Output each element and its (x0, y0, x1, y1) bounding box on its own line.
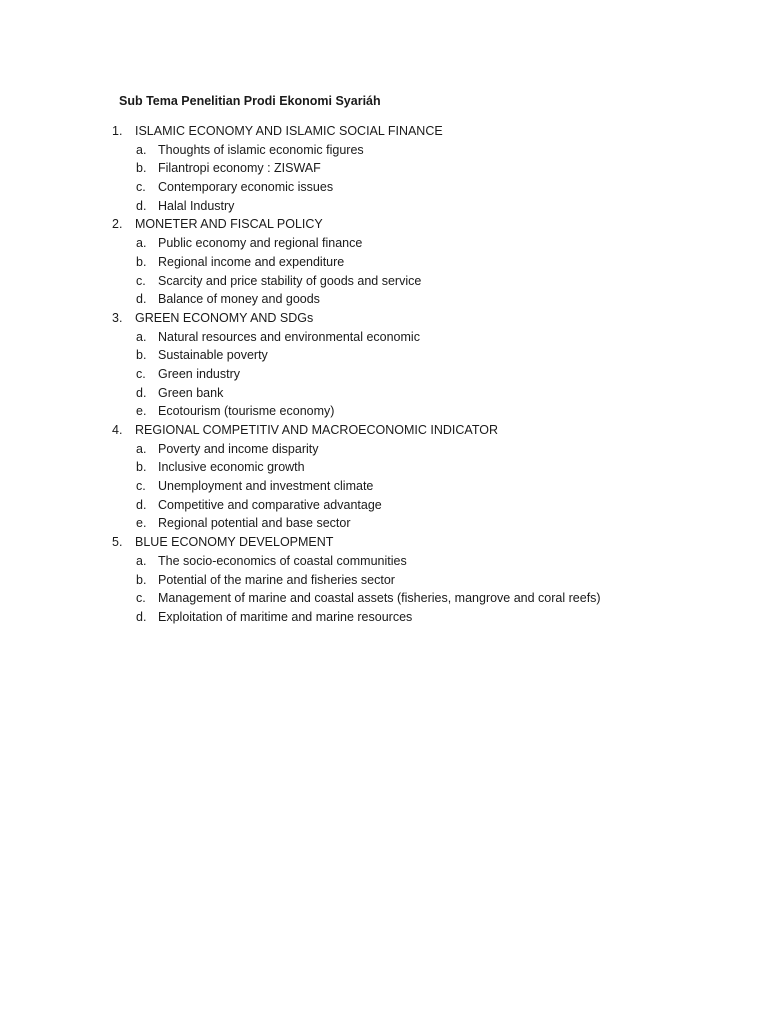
subtopic-letter: c. (136, 366, 146, 381)
section-number: 5. (112, 535, 123, 550)
subtopic-letter: d. (136, 198, 147, 213)
section-heading: BLUE ECONOMY DEVELOPMENT (135, 535, 334, 550)
subtopic-row (112, 290, 732, 309)
subtopic-text: Regional income and expenditure (158, 254, 345, 269)
subtopic-text: Thoughts of islamic economic figures (158, 142, 364, 157)
section-heading-row (112, 215, 732, 234)
section-heading: GREEN ECONOMY AND SDGs (135, 310, 314, 325)
subtopic-letter: a. (136, 329, 147, 344)
subtopic-letter: b. (136, 572, 147, 587)
subtopic-row (112, 234, 732, 253)
subtopic-text: Filantropi economy : ZISWAF (158, 161, 321, 176)
subtopic-text: Potential of the marine and fisheries sector (158, 572, 395, 587)
section-heading: MONETER AND FISCAL POLICY (135, 217, 323, 232)
section-heading-row (112, 533, 732, 552)
subtopic-row (112, 440, 732, 459)
subtopic-row (112, 608, 732, 627)
subtopic-text: Exploitation of maritime and marine resources (158, 609, 413, 624)
section-number: 1. (112, 124, 123, 138)
subtopic-row (112, 253, 732, 272)
subtopic-letter: e. (136, 404, 147, 419)
subtopic-row (112, 402, 732, 421)
document-title: Sub Tema Penelitian Prodi Ekonomi Syariáh (119, 94, 381, 108)
subtopic-row (112, 328, 732, 347)
subtopic-letter: e. (136, 516, 147, 531)
section-number: 2. (112, 217, 123, 232)
subtopic-letter: c. (136, 591, 146, 606)
subtopic-text: Sustainable poverty (158, 348, 268, 363)
subtopic-letter: b. (136, 254, 147, 269)
subtopic-row (112, 346, 732, 365)
research-topic-outline (112, 122, 732, 627)
subtopic-letter: a. (136, 236, 147, 251)
subtopic-text: Public economy and regional finance (158, 236, 363, 251)
subtopic-row (112, 552, 732, 571)
subtopic-text: Poverty and income disparity (158, 441, 319, 456)
subtopic-text: Halal Industry (158, 198, 235, 213)
subtopic-text: Scarcity and price stability of goods and service (158, 273, 422, 288)
section-number: 3. (112, 310, 123, 325)
subtopic-text: Competitive and comparative advantage (158, 497, 382, 512)
subtopic-letter: c. (136, 479, 146, 494)
subtopic-letter: b. (136, 348, 147, 363)
subtopic-text: Green industry (158, 366, 240, 381)
subtopic-text: Contemporary economic issues (158, 180, 334, 195)
subtopic-row (112, 589, 732, 608)
subtopic-letter: a. (136, 142, 147, 157)
subtopic-row (112, 477, 732, 496)
subtopic-letter: c. (136, 180, 146, 195)
subtopic-letter: d. (136, 609, 147, 624)
subtopic-text: Natural resources and environmental economic (158, 329, 420, 344)
subtopic-text: Regional potential and base sector (158, 516, 351, 531)
subtopic-row (112, 159, 732, 178)
subtopic-row (112, 384, 732, 403)
subtopic-text: Inclusive economic growth (158, 460, 305, 475)
subtopic-text: Green bank (158, 385, 224, 400)
subtopic-row (112, 514, 732, 533)
subtopic-text: The socio-economics of coastal communities (158, 553, 407, 568)
subtopic-text: Ecotourism (tourisme economy) (158, 404, 335, 419)
subtopic-row (112, 571, 732, 590)
section-number: 4. (112, 423, 123, 437)
subtopic-letter: b. (136, 161, 147, 176)
subtopic-letter: b. (136, 460, 147, 475)
section-heading: REGIONAL COMPETITIV AND MACROECONOMIC INDICATOR (135, 423, 498, 437)
subtopic-row (112, 496, 732, 515)
subtopic-text: Balance of money and goods (158, 292, 320, 307)
subtopic-row (112, 197, 732, 216)
subtopic-letter: a. (136, 553, 147, 568)
subtopic-row (112, 272, 732, 291)
subtopic-row (112, 141, 732, 160)
section-heading: ISLAMIC ECONOMY AND ISLAMIC SOCIAL FINANCE (135, 124, 443, 138)
subtopic-text: Unemployment and investment climate (158, 479, 374, 494)
section-heading-row (112, 122, 732, 141)
subtopic-letter: d. (136, 292, 147, 307)
subtopic-text: Management of marine and coastal assets (fisheries, mangrove and coral reefs) (158, 591, 601, 606)
subtopic-row (112, 178, 732, 197)
subtopic-row (112, 365, 732, 384)
subtopic-letter: d. (136, 385, 147, 400)
subtopic-letter: a. (136, 441, 147, 456)
subtopic-row (112, 458, 732, 477)
subtopic-letter: c. (136, 273, 146, 288)
section-heading-row (112, 309, 732, 328)
subtopic-letter: d. (136, 497, 147, 512)
section-heading-row (112, 421, 732, 440)
